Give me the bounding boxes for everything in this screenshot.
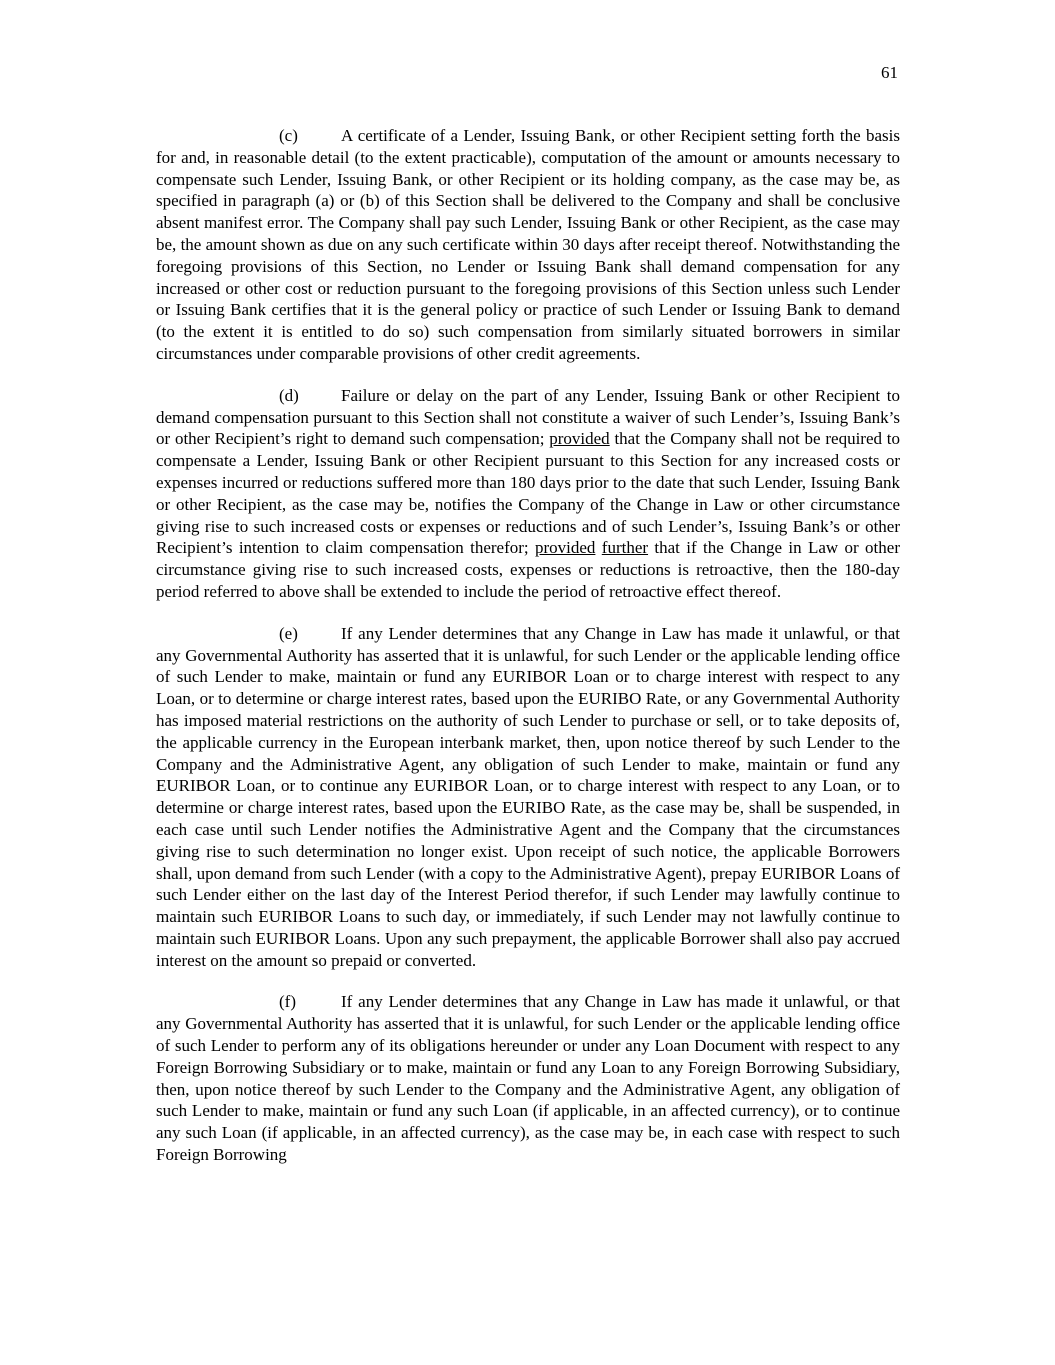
document-body xyxy=(156,125,900,1186)
underlined-term: provided xyxy=(534,538,596,558)
paragraph-text: Failure or delay on the part of any Lender, Issuing Bank or other Recipient to demand compensation pursuant to this Section shall not constitute a waiver of such Lender’s, Issuing Bank’s or other Recipient’s right to demand such compensation; xyxy=(156,385,900,449)
underlined-term: further xyxy=(601,538,649,558)
paragraph-text: that if the Change in Law or other circumstance giving rise to such increased costs, expenses or reductions is retroactive, then the 180-day period referred to above shall be extended to include the period of retroactive effect thereof. xyxy=(156,538,900,601)
paragraph-e xyxy=(156,623,900,972)
paragraph-d xyxy=(156,385,900,603)
paragraph-label: (d) xyxy=(279,385,299,405)
paragraph-label: (e) xyxy=(279,623,298,643)
paragraph-text: A certificate of a Lender, Issuing Bank, or other Recipient setting forth the basis for and, in reasonable detail (to the extent practicable), computation of the amount or amounts necessary to compensate such Lender, Issuing Bank, or other Recipient or its holding company, as the case may be, as specified in paragraph (a) or (b) of this Section shall be delivered to the Company and shall be conclusive absent manifest error. The Company shall pay such Lender, Issuing Bank or other Recipient, as the case may be, the amount shown as due on any such certificate within 30 days after receipt thereof. Notwithstanding the foregoing provisions of this Section, no Lender or Issuing Bank shall demand compensation for any increased or other cost or reduction pursuant to the foregoing provisions of this Section unless such Lender or Issuing Bank certifies that it is the general policy or practice of such Lender or Issuing Bank to demand (to the extent it is entitled to do so) such compensation from similarly situated borrowers in similar circumstances under comparable provisions of other credit agreements. xyxy=(156,126,900,363)
paragraph-label: (f) xyxy=(279,992,296,1012)
paragraph-text: If any Lender determines that any Change in Law has made it unlawful, or that any Governmental Authority has asserted that it is unlawful, for such Lender or the applicable lending office of such Lender to make, maintain or fund any EURIBOR Loan or to charge interest with respect to any Loan, or to determine or charge interest rates, based upon the EURIBO Rate, or any Governmental Authority has imposed material restrictions on the authority of such Lender to purchase or sell, or to take deposits of, the applicable currency in the European interbank market, then, upon notice thereof by such Lender to the Company and the Administrative Agent, any obligation of such Lender to make, maintain or fund any EURIBOR Loan, or to continue any EURIBOR Loan, or to charge interest with respect to any Loan, or to determine or charge interest rates, based upon the EURIBO Rate, as the case may be, shall be suspended, in each case until such Lender notifies the Administrative Agent and the Company that the circumstances giving rise to such determination no longer exist. Upon receipt of such notice, the applicable Borrowers shall, upon demand from such Lender (with a copy to the Administrative Agent), prepay EURIBOR Loans of such Lender either on the last day of the Interest Period therefor, if such Lender may lawfully continue to maintain such EURIBOR Loans to such day, or immediately, if such Lender may not lawfully continue to maintain such EURIBOR Loans. Upon any such prepayment, the applicable Borrower shall also pay accrued interest on the amount so prepaid or converted. xyxy=(156,623,900,970)
paragraph-text: that the Company shall not be required to compensate a Lender, Issuing Bank or other Recipient pursuant to this Section for any increased costs or expenses incurred or reductions suffered more than 180 days prior to the date that such Lender, Issuing Bank or other Recipient, as the case may be, notifies the Company of the Change in Law or other circumstance giving rise to such increased costs or expenses or reductions and of such Lender’s, Issuing Bank’s or other Recipient’s intention to claim compensation therefor; xyxy=(156,429,901,558)
paragraph-label: (c) xyxy=(279,126,298,145)
paragraph-text: If any Lender determines that any Change in Law has made it unlawful, or that any Governmental Authority has asserted that it is unlawful, for such Lender or the applicable lending office of such Lender to perform any of its obligations hereunder or under any Loan Document with respect to any Foreign Borrowing Subsidiary or to make, maintain or fund any Loan to any Foreign Borrowing Subsidiary, then, upon notice thereof by such Lender to the Company and the Administrative Agent, any obligation of such Lender to make, maintain or fund any such Loan (if applicable, in an affected currency), or to continue any such Loan (if applicable, in an affected currency), as the case may be, in each case with respect to such Foreign Borrowing xyxy=(156,992,900,1165)
paragraph-f xyxy=(156,991,900,1165)
underlined-term: provided xyxy=(549,429,610,449)
paragraph-c xyxy=(156,125,900,365)
page-number: 61 xyxy=(881,63,898,82)
